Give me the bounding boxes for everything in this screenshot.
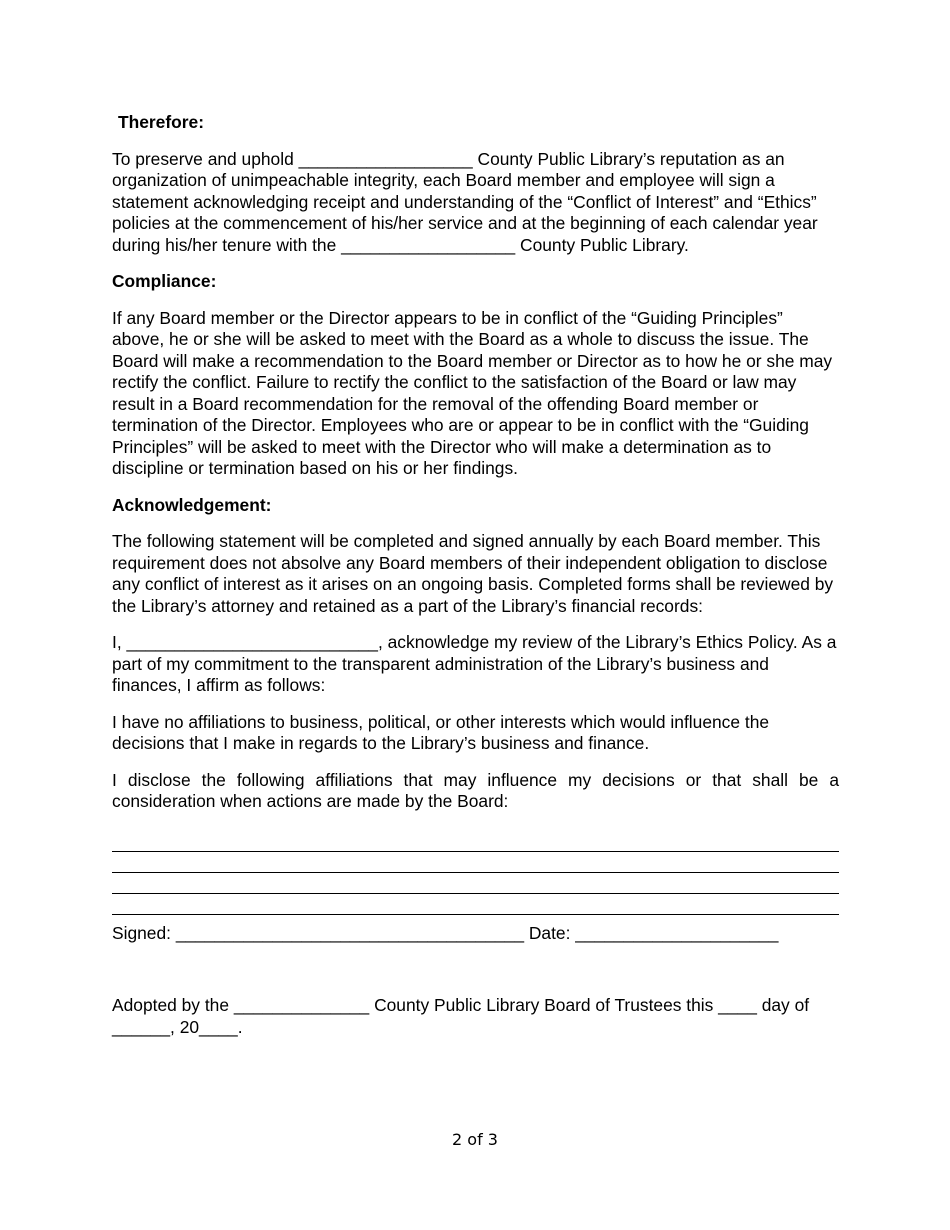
- blank-line: [112, 873, 839, 894]
- blank-line: [112, 831, 839, 852]
- document-page: [112, 112, 839, 1053]
- acknowledgement-intro: The following statement will be completed and signed annually by each Board member. This requirement does not absolve any Board members of their independent obligation to disclose any conflict of interest as it arises on an ongoing basis. Completed forms shall be reviewed by the Library’s attorney and retained as a part of the Library’s financial records:: [112, 531, 834, 616]
- date-blank: _____________________: [575, 922, 779, 943]
- signed-label: Signed:: [112, 922, 171, 943]
- signed-blank: ____________________________________: [175, 922, 525, 943]
- compliance-paragraph: If any Board member or the Director appears to be in conflict of the “Guiding Principles” above, he or she will be asked to meet with the Board as a whole to discuss the issue. The Board will make a recommendation to the Board member or Director as to how he or she may rectify the conflict. Failure to rectify the conflict to the satisfaction of the Board or law may result in a Board recommendation for the removal of the offending Board member or termination of the Director. Employees who are or appear to be in conflict with the “Guiding Principles” will be asked to meet with the Director who will make a determination as to discipline or termination based on his or her findings.: [112, 307, 833, 478]
- adoption-statement: Adopted by the ______________ County Public Library Board of Trustees this ____ day of ______, 20____.: [112, 995, 810, 1037]
- signature-line: [112, 923, 839, 945]
- therefore-heading: Therefore:: [118, 112, 205, 132]
- therefore-paragraph: To preserve and uphold __________________ County Public Library’s reputation as an organization of unimpeachable integrity, each Board member and employee will sign a statement acknowledging receipt and understanding of the “Conflict of Interest” and “Ethics” policies at the commencement of his/her service and at the beginning of each calendar year during his/her tenure with the __________________ County Public Library.: [112, 148, 818, 255]
- acknowledgement-statement: I, __________________________, acknowledge my review of the Library’s Ethics Policy. As a part of my commitment to the transparent administration of the Library’s business and finances, I affirm as follows:: [112, 632, 837, 695]
- affiliations-blank-lines: [112, 831, 839, 915]
- compliance-heading: Compliance:: [112, 271, 217, 291]
- blank-line: [112, 852, 839, 873]
- no-affiliations-statement: I have no affiliations to business, political, or other interests which would influence the decisions that I make in regards to the Library’s business and finance.: [112, 711, 770, 753]
- blank-line: [112, 894, 839, 915]
- acknowledgement-heading: Acknowledgement:: [112, 494, 272, 515]
- date-label: Date:: [528, 922, 571, 943]
- page-number: 2 of 3: [452, 1130, 498, 1149]
- disclose-affiliations-statement: I disclose the following affiliations that may influence my decisions or that shall be a consideration when actions are made by the Board:: [112, 769, 839, 811]
